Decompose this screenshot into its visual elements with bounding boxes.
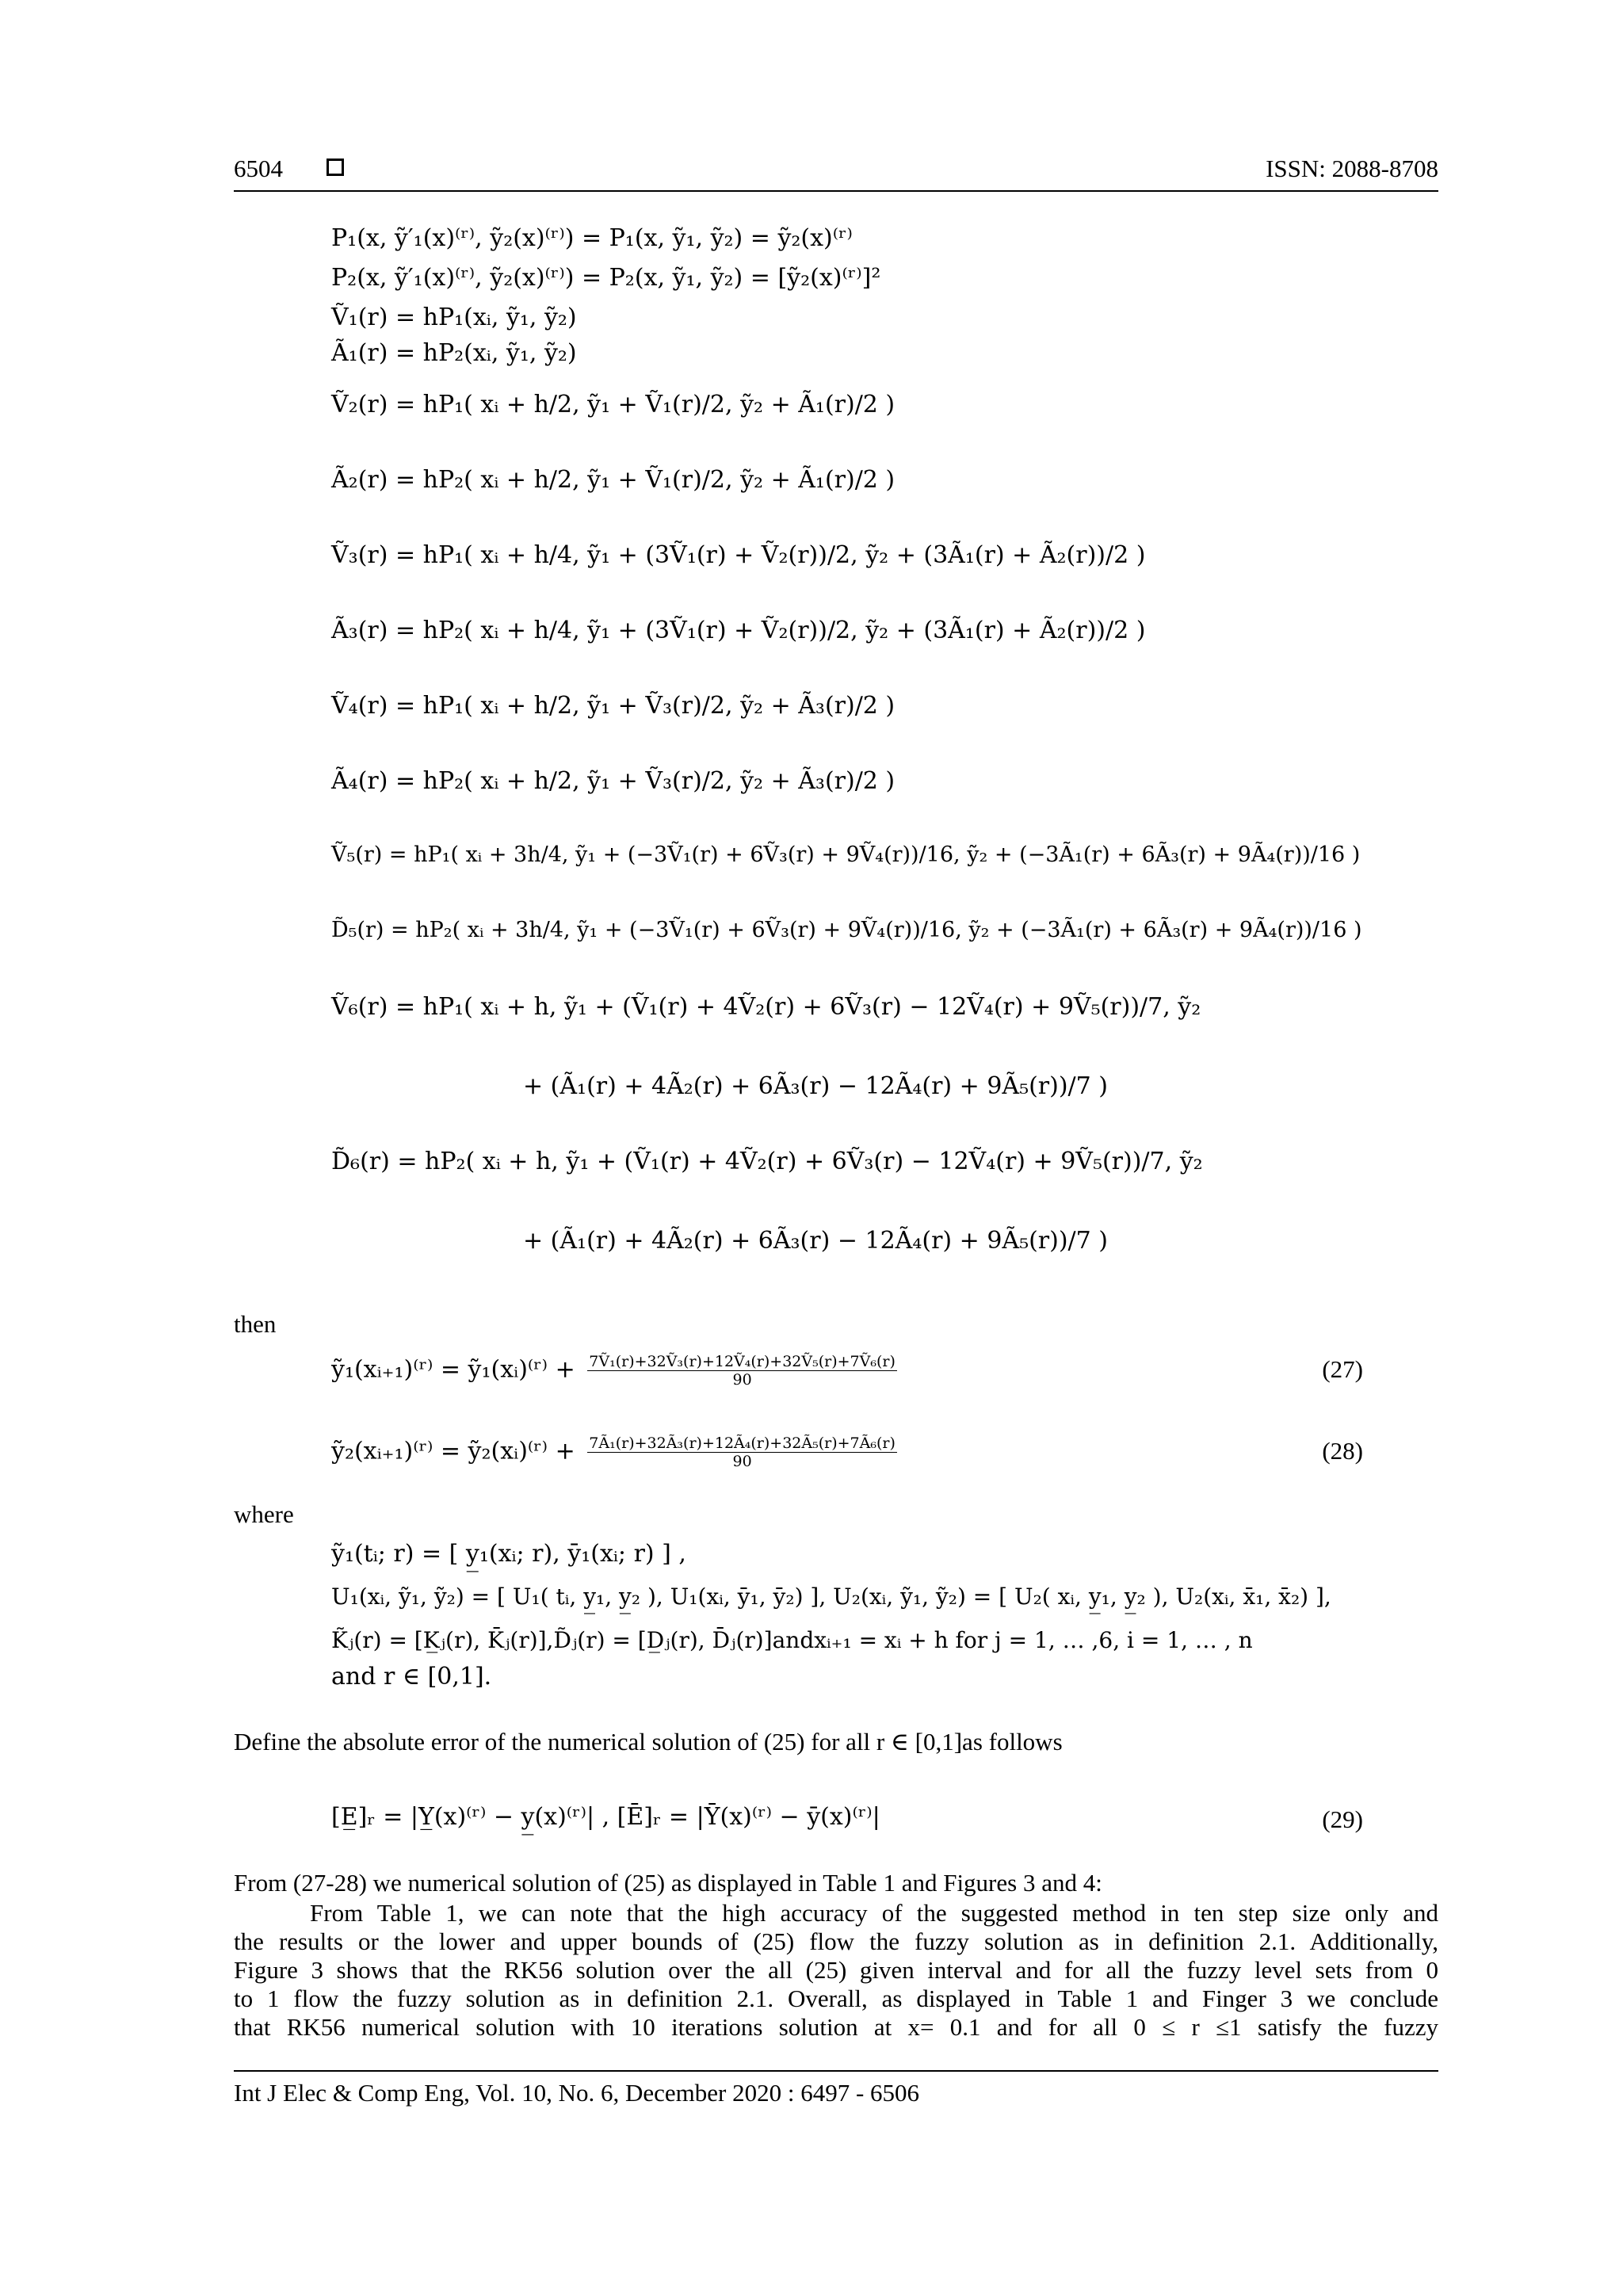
paragraph-line: the results or the lower and upper bounds of (25) flow the fuzzy solution as in definition 2.1. Additionally, <box>234 1927 1438 1955</box>
eq28-numerator: 7Ã₁(r)+32Ã₃(r)+12Ã₄(r)+32Ã₅(r)+7Ã₆(r) <box>589 1435 896 1452</box>
where-line-2: U₁(xᵢ, ỹ₁, ỹ₂) = [ U₁( tᵢ, y̲₁, y̲₂ ), U₁(xᵢ, ȳ₁, ȳ₂) ], U₂(xᵢ, ỹ₁, ỹ₂) = [ U₂( xᵢ, y̲₁, y̲₂ ), U₂(xᵢ, x̄₁, x̄₂) ], <box>331 1584 1331 1610</box>
eq29-number: (29) <box>1322 1805 1363 1833</box>
square-icon <box>327 159 344 178</box>
eq-a3: Ã₃(r) = hP₂( xᵢ + h/4, ỹ₁ + (3Ṽ₁(r) + Ṽ₂(r))/2, ỹ₂ + (3Ã₁(r) + Ã₂(r))/2 ) <box>331 617 1146 644</box>
eq28-fraction <box>587 1435 897 1470</box>
eq-v1: Ṽ₁(r) = hP₁(xᵢ, ỹ₁, ỹ₂) <box>331 304 577 331</box>
where-line-1: ỹ₁(tᵢ; r) = [ y̲₁(xᵢ; r), ȳ₁(xᵢ; r) ] , <box>331 1540 686 1568</box>
paragraph-line: that RK56 numerical solution with 10 iterations solution at x= 0.1 and for all 0 ≤ r ≤1 satisfy the fuzzy <box>234 2013 1438 2041</box>
eq27-lhs: ỹ₁(xᵢ₊₁)⁽ʳ⁾ = ỹ₁(xᵢ)⁽ʳ⁾ + <box>331 1355 575 1384</box>
paragraph-line: From Table 1, we can note that the high accuracy of the suggested method in ten step size only and <box>310 1899 1438 1927</box>
eq-d6-cont: + (Ã₁(r) + 4Ã₂(r) + 6Ã₃(r) − 12Ã₄(r) + 9Ã₅(r))/7 ) <box>523 1227 1108 1255</box>
eq-v5: Ṽ₅(r) = hP₁( xᵢ + 3h/4, ỹ₁ + (−3Ṽ₁(r) + 6Ṽ₃(r) + 9Ṽ₄(r))/16, ỹ₂ + (−3Ã₁(r) + 6Ã₃(r) + 9Ã₄(r))/16 ) <box>331 842 1361 867</box>
eq28-lhs: ỹ₂(xᵢ₊₁)⁽ʳ⁾ = ỹ₂(xᵢ)⁽ʳ⁾ + <box>331 1437 575 1465</box>
eq-a4: Ã₄(r) = hP₂( xᵢ + h/2, ỹ₁ + Ṽ₃(r)/2, ỹ₂ + Ã₃(r)/2 ) <box>331 767 896 795</box>
eq-v6: Ṽ₆(r) = hP₁( xᵢ + h, ỹ₁ + (Ṽ₁(r) + 4Ṽ₂(r) + 6Ṽ₃(r) − 12Ṽ₄(r) + 9Ṽ₅(r))/7, ỹ₂ <box>331 993 1201 1021</box>
eq27-numerator: 7Ṽ₁(r)+32Ṽ₃(r)+12Ṽ₄(r)+32Ṽ₅(r)+7Ṽ₆(r) <box>589 1353 896 1370</box>
issn: ISSN: 2088-8708 <box>1266 155 1438 182</box>
paragraph-line: to 1 flow the fuzzy solution as in definition 2.1. Overall, as displayed in Table 1 and Finger 3 we conclude <box>234 1985 1438 2012</box>
page-number: 6504 <box>234 155 283 182</box>
eq-a1: Ã₁(r) = hP₂(xᵢ, ỹ₁, ỹ₂) <box>331 339 577 367</box>
where-label: where <box>234 1500 294 1528</box>
eq-p2: P₂(x, ỹ′₁(x)⁽ʳ⁾, ỹ₂(x)⁽ʳ⁾) = P₂(x, ỹ₁, ỹ₂) = [ỹ₂(x)⁽ʳ⁾]² <box>331 264 881 292</box>
eq27-number: (27) <box>1322 1355 1363 1383</box>
define-text: Define the absolute error of the numerical solution of (25) for all r ∈ [0,1]as follows <box>234 1728 1063 1755</box>
paragraph-body <box>234 1899 1438 2042</box>
eq-v3: Ṽ₃(r) = hP₁( xᵢ + h/4, ỹ₁ + (3Ṽ₁(r) + Ṽ₂(r))/2, ỹ₂ + (3Ã₁(r) + Ã₂(r))/2 ) <box>331 541 1146 569</box>
eq29: [E̲]ᵣ = |Y̲(x)⁽ʳ⁾ − y̲(x)⁽ʳ⁾| , [Ē]ᵣ = |Ȳ(x)⁽ʳ⁾ − ȳ(x)⁽ʳ⁾| <box>331 1803 880 1831</box>
header-rule <box>234 190 1438 192</box>
eq-v2: Ṽ₂(r) = hP₁( xᵢ + h/2, ỹ₁ + Ṽ₁(r)/2, ỹ₂ + Ã₁(r)/2 ) <box>331 391 896 418</box>
eq27 <box>331 1353 897 1389</box>
where-line-4: and r ∈ [0,1]. <box>331 1663 492 1690</box>
eq-v4: Ṽ₄(r) = hP₁( xᵢ + h/2, ỹ₁ + Ṽ₃(r)/2, ỹ₂ + Ã₃(r)/2 ) <box>331 692 896 720</box>
eq-a2: Ã₂(r) = hP₂( xᵢ + h/2, ỹ₁ + Ṽ₁(r)/2, ỹ₂ + Ã₁(r)/2 ) <box>331 466 896 494</box>
footer-rule <box>234 2070 1438 2072</box>
where-line-3: K̃ⱼ(r) = [K̲ⱼ(r), K̄ⱼ(r)],D̃ⱼ(r) = [D̲ⱼ(r), D̄ⱼ(r)]andxᵢ₊₁ = xᵢ + h for j = 1, … ,6, i = 1, … , n <box>331 1627 1253 1653</box>
eq28 <box>331 1435 897 1470</box>
then-label: then <box>234 1310 277 1338</box>
eq-d6: D̃₆(r) = hP₂( xᵢ + h, ỹ₁ + (Ṽ₁(r) + 4Ṽ₂(r) + 6Ṽ₃(r) − 12Ṽ₄(r) + 9Ṽ₅(r))/7, ỹ₂ <box>331 1148 1203 1175</box>
eq27-denominator: 90 <box>732 1371 752 1389</box>
paragraph-intro: From (27-28) we numerical solution of (25) as displayed in Table 1 and Figures 3 and 4: <box>234 1869 1102 1897</box>
eq-d5: D̃₅(r) = hP₂( xᵢ + 3h/4, ỹ₁ + (−3Ṽ₁(r) + 6Ṽ₃(r) + 9Ṽ₄(r))/16, ỹ₂ + (−3Ã₁(r) + 6Ã₃(r) + 9Ã₄(r))/16 ) <box>331 918 1362 942</box>
eq28-number: (28) <box>1322 1437 1363 1465</box>
eq28-denominator: 90 <box>732 1453 752 1470</box>
footer-citation: Int J Elec & Comp Eng, Vol. 10, No. 6, December 2020 : 6497 - 6506 <box>234 2079 920 2107</box>
eq-p1: P₁(x, ỹ′₁(x)⁽ʳ⁾, ỹ₂(x)⁽ʳ⁾) = P₁(x, ỹ₁, ỹ₂) = ỹ₂(x)⁽ʳ⁾ <box>331 224 853 252</box>
eq27-fraction <box>587 1353 897 1389</box>
eq-v6-cont: + (Ã₁(r) + 4Ã₂(r) + 6Ã₃(r) − 12Ã₄(r) + 9Ã₅(r))/7 ) <box>523 1072 1108 1100</box>
paragraph-line: Figure 3 shows that the RK56 solution over the all (25) given interval and for all the fuzzy level sets from 0 <box>234 1956 1438 1984</box>
